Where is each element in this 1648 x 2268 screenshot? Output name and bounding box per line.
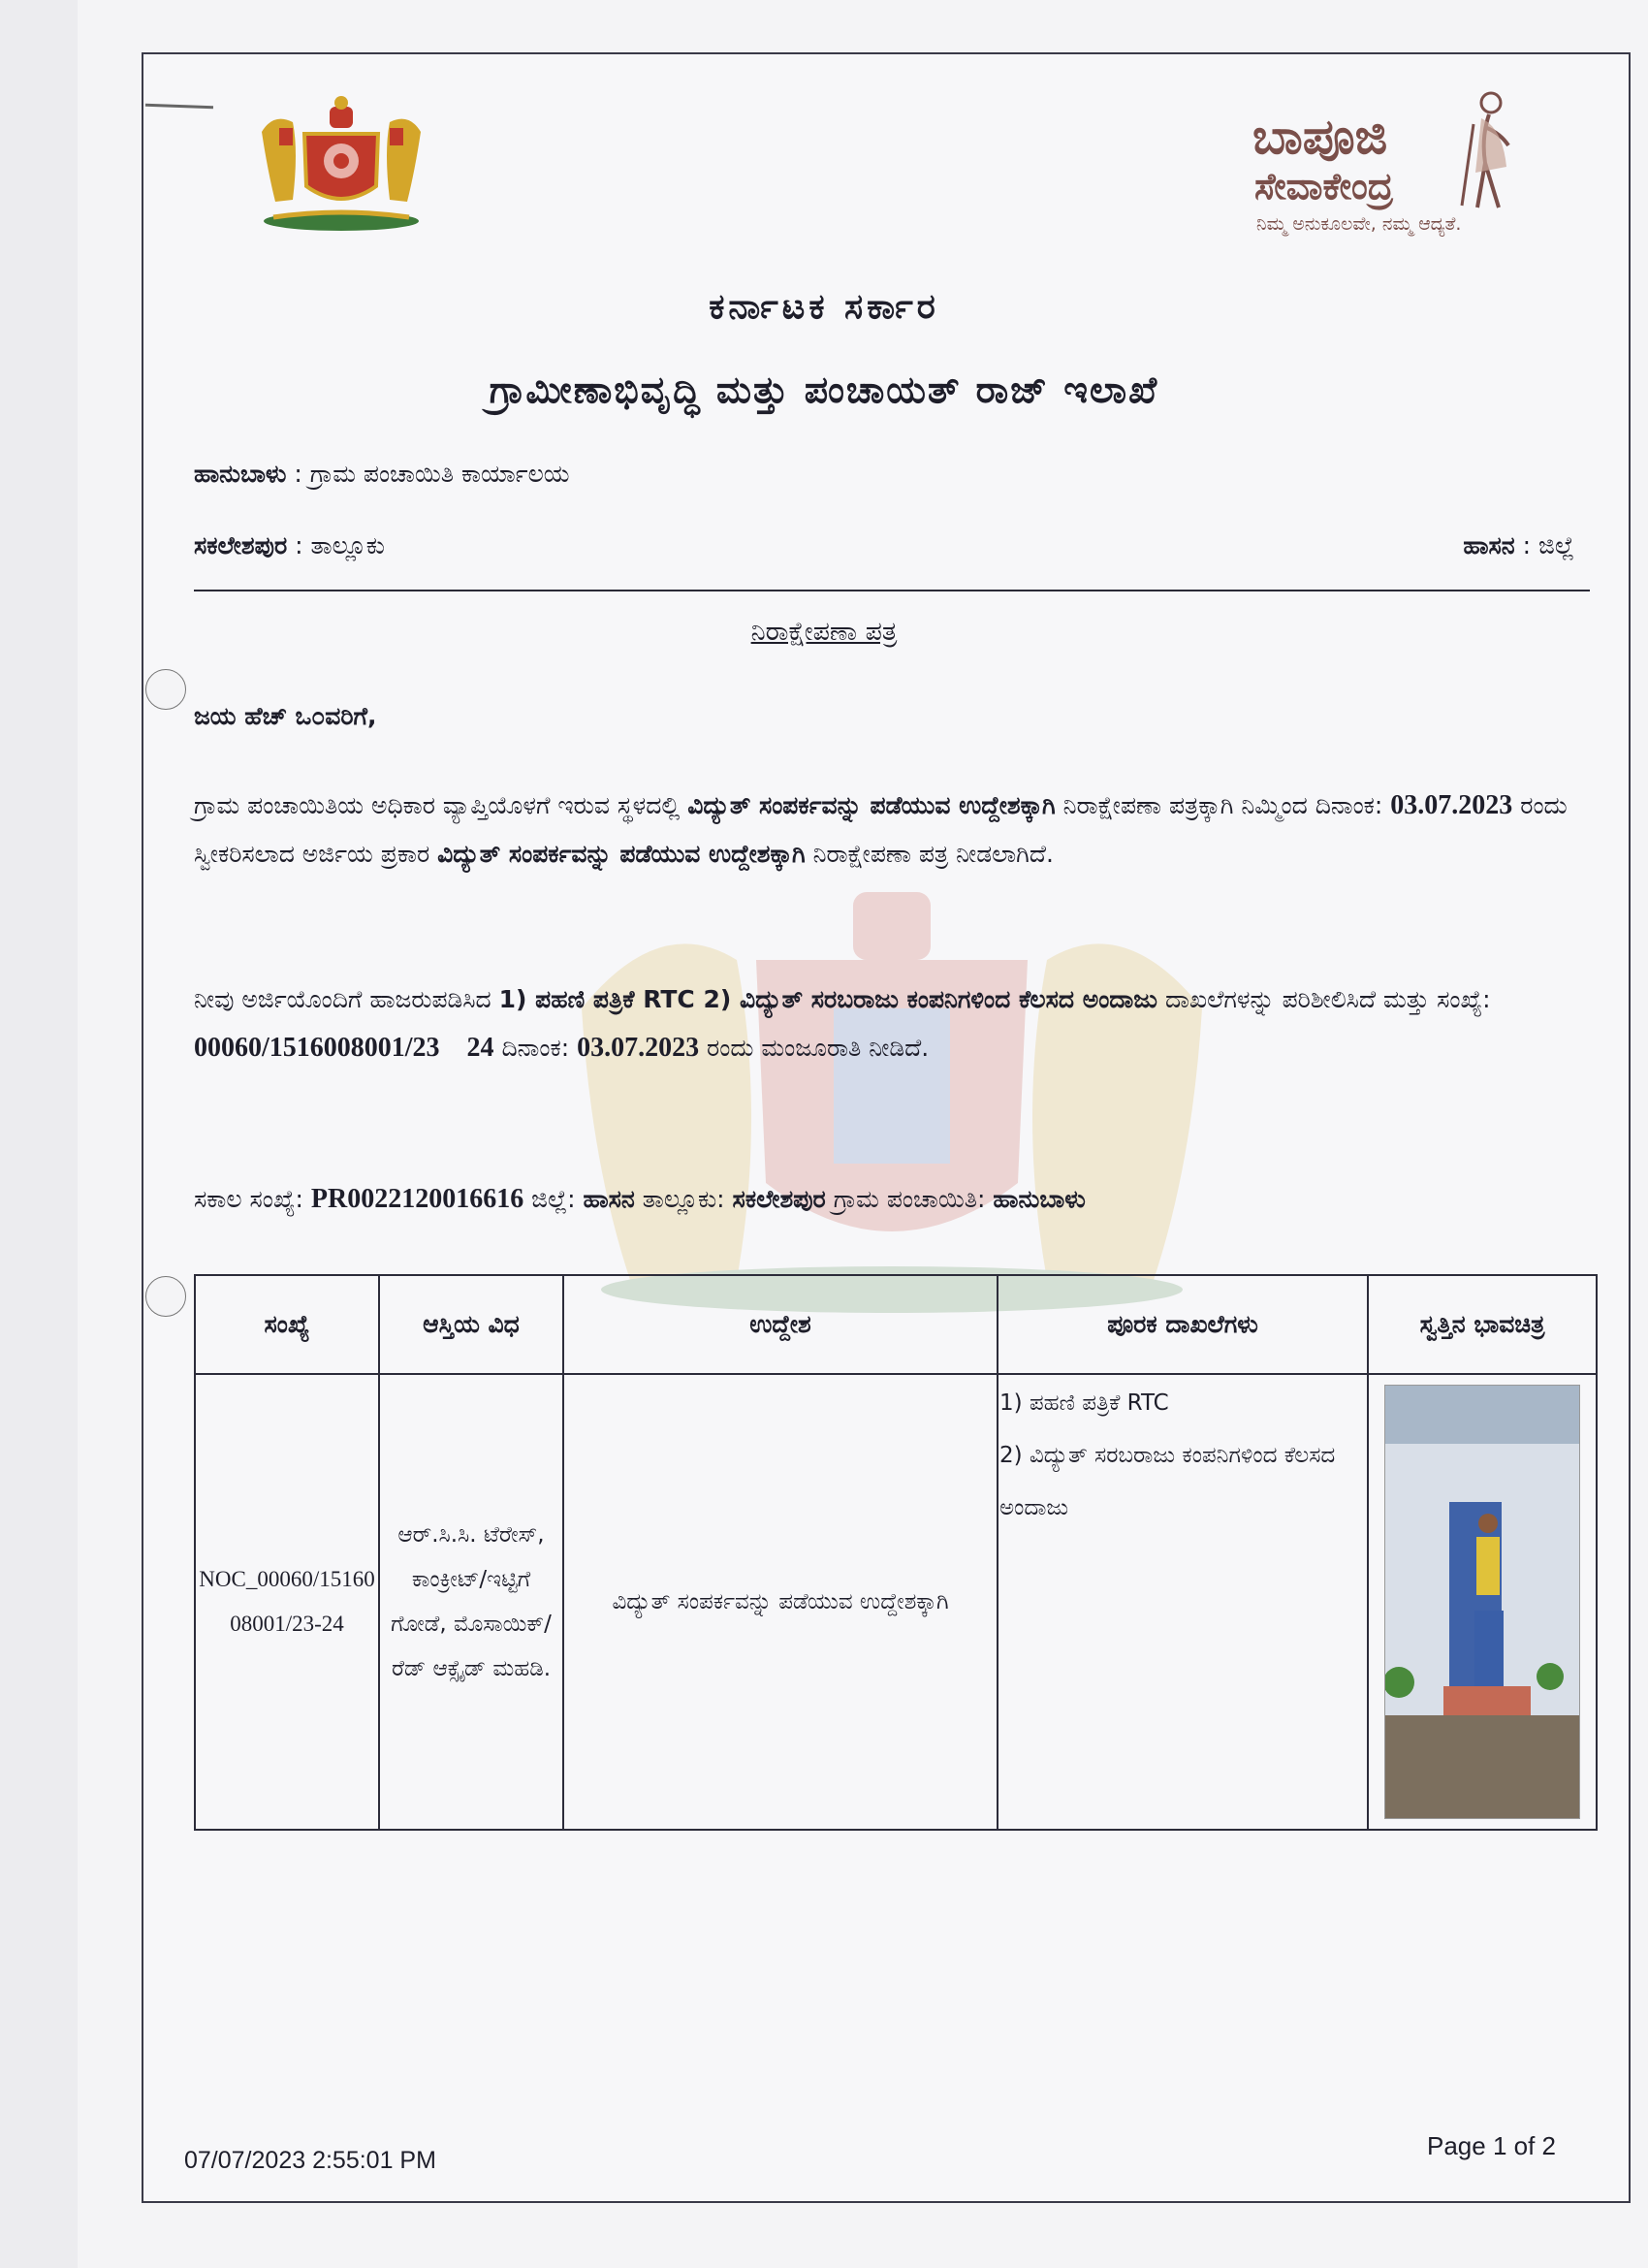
taluk-suffix: : ತಾಲ್ಲೂಕು	[287, 531, 385, 559]
column-header: ಉದ್ದೇಶ	[563, 1275, 998, 1374]
document-item: 2) ವಿದ್ಯುತ್ ಸರಬರಾಜು ಕಂಪನಿಗಳಿಂದ ಕೆಲಸದ ಅಂದಾಜು	[999, 1443, 1336, 1520]
gp-label: ಗ್ರಾಮ ಪಂಚಾಯಿತಿ:	[825, 1185, 994, 1213]
table-row	[195, 1374, 1597, 1830]
punch-hole	[145, 1276, 186, 1317]
government-title: ಕರ್ನಾಟಕ ಸರ್ಕಾರ	[709, 287, 939, 327]
noc-details-table	[194, 1274, 1598, 1831]
gp-value: ಹಾನುಬಾಳು	[993, 1185, 1086, 1213]
header-divider	[194, 590, 1590, 591]
para1-date: 03.07.2023	[1390, 790, 1513, 820]
para1-purpose-2: ವಿದ್ಯುತ್ ಸಂಪರ್ಕವನ್ನು ಪಡೆಯುವ ಉದ್ದೇಶಕ್ಕಾಗಿ	[437, 840, 806, 868]
office-name: ಹಾನುಬಾಳು	[194, 460, 287, 488]
noc-number-cell: NOC_00060/1516008001/23-24	[195, 1374, 379, 1830]
paragraph-application	[194, 782, 1590, 878]
para2-number: 00060/1516008001/23 24	[194, 1033, 494, 1063]
column-header: ಪೂರಕ ದಾಖಲೆಗಳು	[998, 1275, 1368, 1374]
district-value: ಹಾಸನ	[583, 1185, 635, 1213]
print-timestamp: 07/07/2023 2:55:01 PM	[184, 2147, 436, 2174]
taluk-value: ಸಕಲೇಶಪುರ	[732, 1185, 826, 1213]
paragraph-approval	[194, 975, 1590, 1072]
column-header: ಸಂಖ್ಯೆ	[195, 1275, 379, 1374]
bapuji-logo	[1252, 89, 1528, 244]
taluk-name: ಸಕಲೇಶಪುರ	[194, 531, 288, 559]
taluk-line	[194, 531, 385, 560]
logo-text-line1: ಬಾಪೂಜಿ	[1252, 109, 1388, 165]
para2-text-4: ರಂದು ಮಂಜೂರಾತಿ ನೀಡಿದೆ.	[699, 1034, 930, 1062]
para2-docs: 1) ಪಹಣಿ ಪತ್ರಿಕೆ RTC 2) ವಿದ್ಯುತ್ ಸರಬರಾಜು ಕಂಪನಿಗಳಿಂದ ಕೆಲಸದ ಅಂದಾಜು	[498, 985, 1158, 1013]
table-header-row	[195, 1275, 1597, 1374]
district-name: ಹಾಸನ	[1463, 531, 1515, 559]
state-emblem-icon	[254, 93, 428, 239]
para1-text-3: ರಂದು ಸ್ವೀಕರಿಸಲಾದ ಅರ್ಜಿಯ ಪ್ರಕಾರ	[194, 791, 1568, 868]
sakala-number: PR0022120016616	[310, 1184, 524, 1214]
para2-text-3: ದಿನಾಂಕ:	[493, 1034, 578, 1062]
district-label: ಜಿಲ್ಲೆ:	[523, 1185, 584, 1213]
logo-text-line2: ಸೇವಾಕೇಂದ್ರ	[1254, 165, 1394, 208]
property-photo-cell	[1368, 1374, 1597, 1830]
document-item: 1) ಪಹಣಿ ಪತ್ರಿಕೆ RTC	[999, 1390, 1169, 1416]
punch-hole	[145, 669, 186, 710]
para1-text-4: ನಿರಾಕ್ಷೇಪಣಾ ಪತ್ರ ನೀಡಲಾಗಿದೆ.	[805, 840, 1054, 868]
property-type-cell: ಆರ್.ಸಿ.ಸಿ. ಟೆರೇಸ್, ಕಾಂಕ್ರೀಟ್/ಇಟ್ಟಿಗೆ ಗೋಡೆ, ಮೊಸಾಯಿಕ್/ರೆಡ್ ಆಕ್ಸೈಡ್ ಮಹಡಿ.	[379, 1374, 563, 1830]
sakala-line	[194, 1175, 1590, 1224]
para2-date: 03.07.2023	[577, 1033, 700, 1063]
purpose-cell: ವಿದ್ಯುತ್ ಸಂಪರ್ಕವನ್ನು ಪಡೆಯುವ ಉದ್ದೇಶಕ್ಕಾಗಿ	[563, 1374, 998, 1830]
supporting-documents-cell	[998, 1374, 1368, 1830]
para2-text-2: ದಾಖಲೆಗಳನ್ನು ಪರಿಶೀಲಿಸಿದೆ ಮತ್ತು ಸಂಖ್ಯೆ:	[1157, 985, 1491, 1013]
office-line	[194, 460, 570, 489]
gandhi-figure-icon	[1452, 89, 1528, 211]
para1-text-2: ನಿರಾಕ್ಷೇಪಣಾ ಪತ್ರಕ್ಕಾಗಿ ನಿಮ್ಮಿಂದ ದಿನಾಂಕ:	[1055, 791, 1391, 819]
emblem-watermark-icon	[543, 873, 1241, 1319]
sheet-edge	[0, 0, 78, 2268]
property-photo	[1384, 1385, 1580, 1819]
office-suffix: : ಗ್ರಾಮ ಪಂಚಾಯಿತಿ ಕಾರ್ಯಾಲಯ	[286, 460, 570, 488]
district-suffix: : ಜಿಲ್ಲೆ	[1514, 531, 1574, 559]
column-header: ಆಸ್ತಿಯ ವಿಧ	[379, 1275, 563, 1374]
subject-text: ನಿರಾಕ್ಷೇಪಣಾ ಪತ್ರ	[750, 617, 898, 647]
department-title: ಗ್ರಾಮೀಣಾಭಿವೃದ್ಧಿ ಮತ್ತು ಪಂಚಾಯತ್ ರಾಜ್ ಇಲಾಖೆ	[489, 368, 1159, 411]
subject-heading	[0, 617, 1648, 648]
para1-purpose: ವಿದ್ಯುತ್ ಸಂಪರ್ಕವನ್ನು ಪಡೆಯುವ ಉದ್ದೇಶಕ್ಕಾಗಿ	[687, 791, 1056, 819]
page-number: Page 1 of 2	[1427, 2131, 1556, 2160]
para2-text-1: ನೀವು ಅರ್ಜಿಯೊಂದಿಗೆ ಹಾಜರುಪಡಿಸಿದ	[194, 985, 499, 1013]
salutation: ಜಯ ಹೆಚ್ ಒ೦ವರಿಗೆ,	[194, 702, 377, 730]
sakala-label: ಸಕಾಲ ಸಂಖ್ಯೆ:	[194, 1185, 311, 1213]
para1-text-1: ಗ್ರಾಮ ಪಂಚಾಯಿತಿಯ ಅಧಿಕಾರ ವ್ಯಾಪ್ತಿಯೊಳಗೆ ಇರುವ ಸ್ಥಳದಲ್ಲಿ	[194, 791, 688, 819]
column-header: ಸ್ವತ್ತಿನ ಭಾವಚಿತ್ರ	[1368, 1275, 1597, 1374]
logo-tagline: ನಿಮ್ಮ ಅನುಕೂಲವೇ, ನಮ್ಮ ಆದ್ಯತೆ.	[1256, 213, 1462, 235]
district-line	[1463, 531, 1574, 560]
taluk-label: ತಾಲ್ಲೂಕು:	[634, 1185, 733, 1213]
